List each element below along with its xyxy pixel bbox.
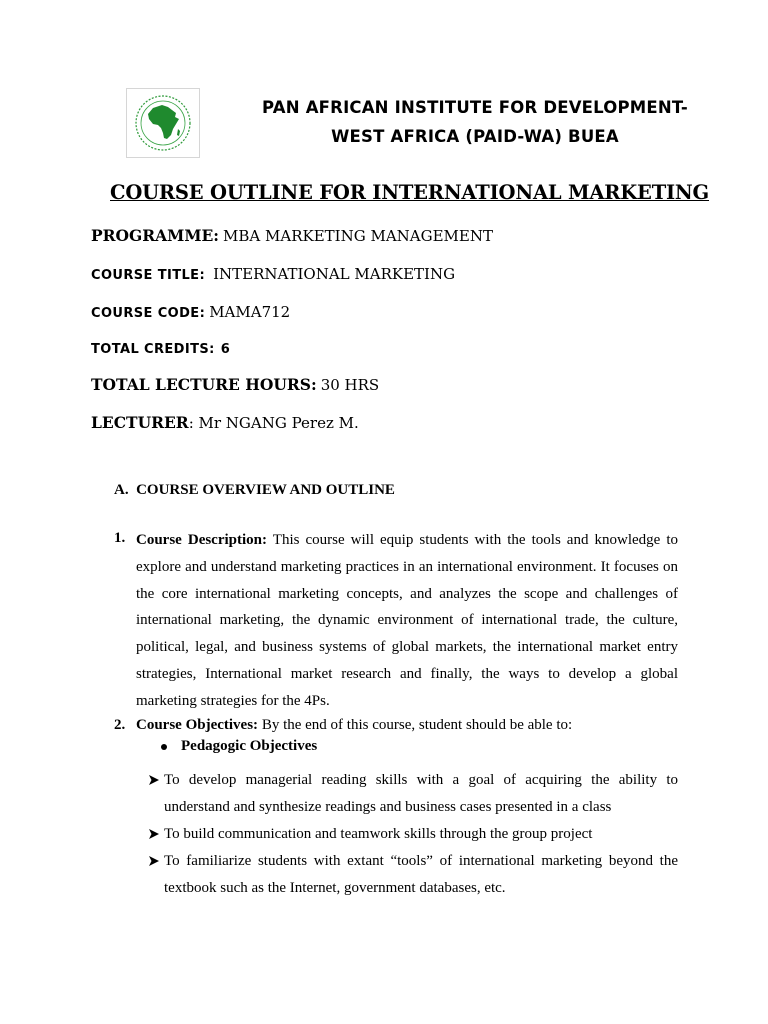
institute-name-line1: PAN AFRICAN INSTITUTE FOR DEVELOPMENT-: [262, 98, 688, 117]
section-a-marker: A.: [114, 482, 129, 498]
total-credits-row: [91, 340, 230, 358]
course-title-value: INTERNATIONAL MARKETING: [213, 265, 456, 283]
course-objectives-line: [136, 717, 572, 734]
lecturer-row: [91, 413, 359, 433]
description-text: This course will equip students with the tools and knowledge to explore and understand marketing practices in an international environment. It focuses on the core international marketing concepts, and analyzes the scope and challenges of international marketing, the dynamic environment of international trade, the culture, political, legal, and business systems of global markets, the international market entry strategies, International market research and finally, the ways to develop a global marketing strategies for the 4Ps.: [136, 532, 679, 709]
africa-map-logo-icon: [126, 88, 200, 158]
arrow-bullet-icon: [147, 773, 161, 787]
section-a-heading: [114, 482, 395, 499]
lecture-hours-value: 30 HRS: [320, 376, 380, 394]
description-number: 1.: [114, 530, 126, 546]
total-credits-value: 6: [220, 342, 231, 357]
pedagogic-objectives-heading: Pedagogic Objectives: [181, 738, 318, 754]
bullet-icon: [161, 744, 167, 750]
arrow-bullet-icon: [147, 854, 161, 868]
lecture-hours-row: [91, 375, 379, 395]
objectives-number: 2.: [114, 717, 126, 733]
section-a-title: COURSE OVERVIEW AND OUTLINE: [136, 482, 395, 498]
lecture-hours-label: TOTAL LECTURE HOURS:: [91, 375, 317, 394]
institute-name-line2: WEST AFRICA (PAID-WA) BUEA: [331, 127, 619, 146]
course-code-label: COURSE CODE:: [91, 306, 206, 321]
course-title-label: COURSE TITLE:: [91, 268, 206, 283]
programme-value: MBA MARKETING MANAGEMENT: [223, 227, 493, 245]
objective-item: To build communication and teamwork skills through the group project: [164, 826, 593, 842]
document-title: COURSE OUTLINE FOR INTERNATIONAL MARKETING: [110, 181, 710, 204]
objectives-text: By the end of this course, student should be able to:: [261, 717, 573, 733]
objectives-label: Course Objectives:: [136, 717, 259, 733]
arrow-bullet-icon: [147, 827, 161, 841]
total-credits-label: TOTAL CREDITS:: [91, 342, 215, 357]
objective-item: To develop managerial reading skills with a goal of acquiring the ability to understand and synthesize readings and business cases presented in a class: [164, 772, 678, 815]
course-code-row: [91, 303, 290, 322]
course-code-value: MAMA712: [209, 303, 291, 321]
programme-row: [91, 226, 493, 246]
lecturer-label: LECTURER: [91, 413, 189, 432]
course-description-paragraph: [136, 527, 678, 715]
description-label: Course Description:: [136, 532, 268, 548]
objective-item: To familiarize students with extant “tools” of international marketing beyond the textbook such as the Internet, government databases, etc.: [164, 853, 678, 896]
course-title-row: [91, 265, 455, 284]
programme-label: PROGRAMME:: [91, 226, 220, 245]
lecturer-value: : Mr NGANG Perez M.: [188, 414, 359, 432]
